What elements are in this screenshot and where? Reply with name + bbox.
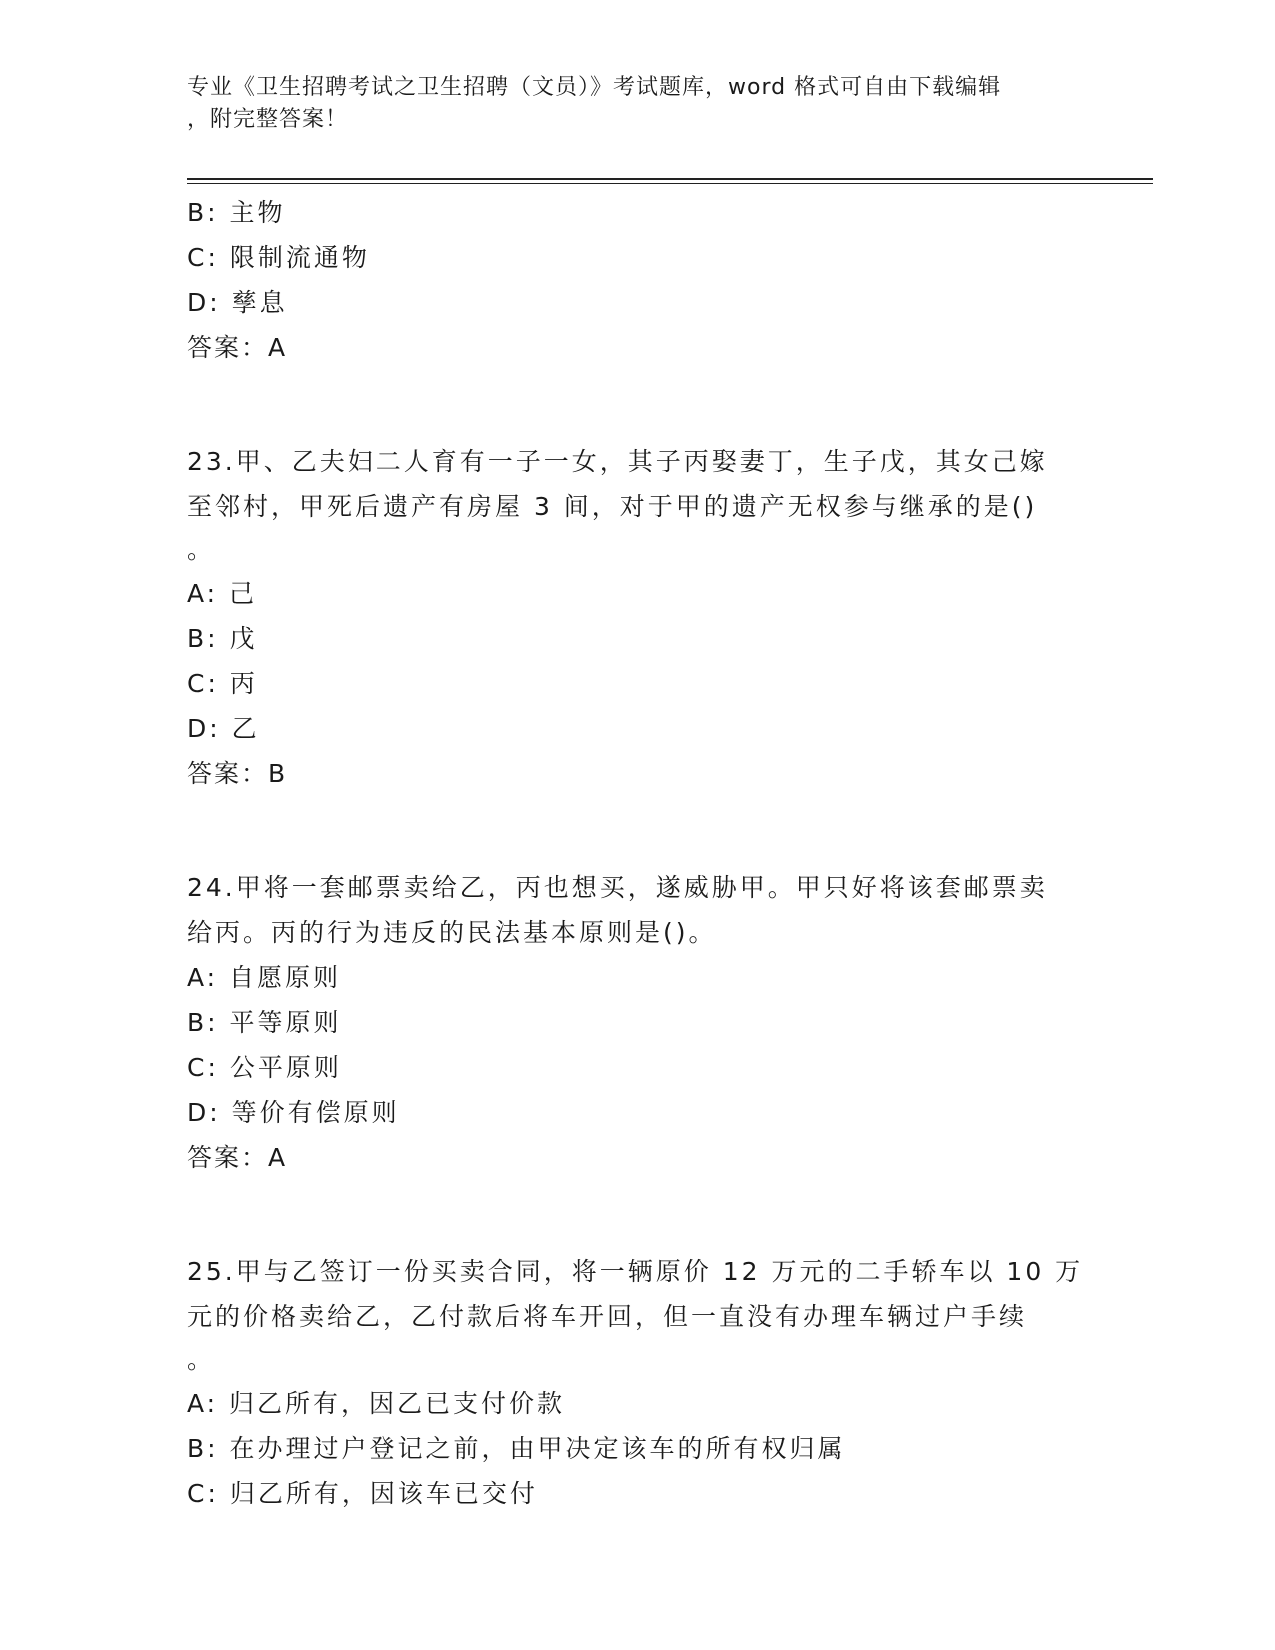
question-stem-line: 至邻村，甲死后遗产有房屋 3 间，对于甲的遗产无权参与继承的是()	[187, 492, 1038, 521]
answer: 答案：A	[187, 1143, 288, 1172]
answer: 答案：A	[187, 333, 288, 362]
option-a: A: 归乙所有，因乙已支付价款	[187, 1389, 566, 1418]
option-c: C: 限制流通物	[187, 243, 370, 272]
question-stem-line: 25.甲与乙签订一份买卖合同，将一辆原价 12 万元的二手轿车以 10 万	[187, 1257, 1084, 1286]
spacer	[187, 371, 1087, 439]
option-d: D: 孳息	[187, 288, 288, 317]
question-25	[187, 1249, 1087, 1516]
question-stem-line: 元的价格卖给乙，乙付款后将车开回，但一直没有办理车辆过户手续	[187, 1302, 1028, 1331]
option-b: B: 戊	[187, 624, 258, 653]
option-d: D: 等价有偿原则	[187, 1098, 400, 1127]
answer: 答案：B	[187, 759, 288, 788]
question-23	[187, 439, 1087, 797]
header-line-2: ，附完整答案！	[187, 107, 349, 132]
spacer	[187, 1181, 1087, 1249]
option-d: D: 乙	[187, 714, 260, 743]
header-divider-thin	[187, 183, 1153, 184]
header-divider-thick	[187, 178, 1153, 180]
option-c: C: 归乙所有，因该车已交付	[187, 1479, 538, 1508]
option-b: B: 平等原则	[187, 1008, 342, 1037]
spacer	[187, 797, 1087, 865]
question-stem-line: 给丙。丙的行为违反的民法基本原则是()。	[187, 918, 717, 947]
question-24	[187, 865, 1087, 1181]
header-line-1: 专业《卫生招聘考试之卫生招聘（文员）》考试题库，word 格式可自由下载编辑	[187, 75, 1002, 100]
question-stem-line: 24.甲将一套邮票卖给乙，丙也想买，遂威胁甲。甲只好将该套邮票卖	[187, 873, 1048, 902]
option-b: B: 主物	[187, 198, 286, 227]
option-a: A: 自愿原则	[187, 963, 342, 992]
option-a: A: 己	[187, 579, 258, 608]
question-stem-line: 。	[187, 535, 216, 564]
question-stem-line: 23.甲、乙夫妇二人育有一子一女，其子丙娶妻丁，生子戊，其女己嫁	[187, 447, 1048, 476]
question-content	[187, 190, 1087, 1516]
option-c: C: 公平原则	[187, 1053, 342, 1082]
option-b: B: 在办理过户登记之前，由甲决定该车的所有权归属	[187, 1434, 846, 1463]
option-c: C: 丙	[187, 669, 258, 698]
question-stem-line: 。	[187, 1345, 216, 1374]
document-header	[187, 72, 1087, 136]
question-22	[187, 190, 1087, 371]
